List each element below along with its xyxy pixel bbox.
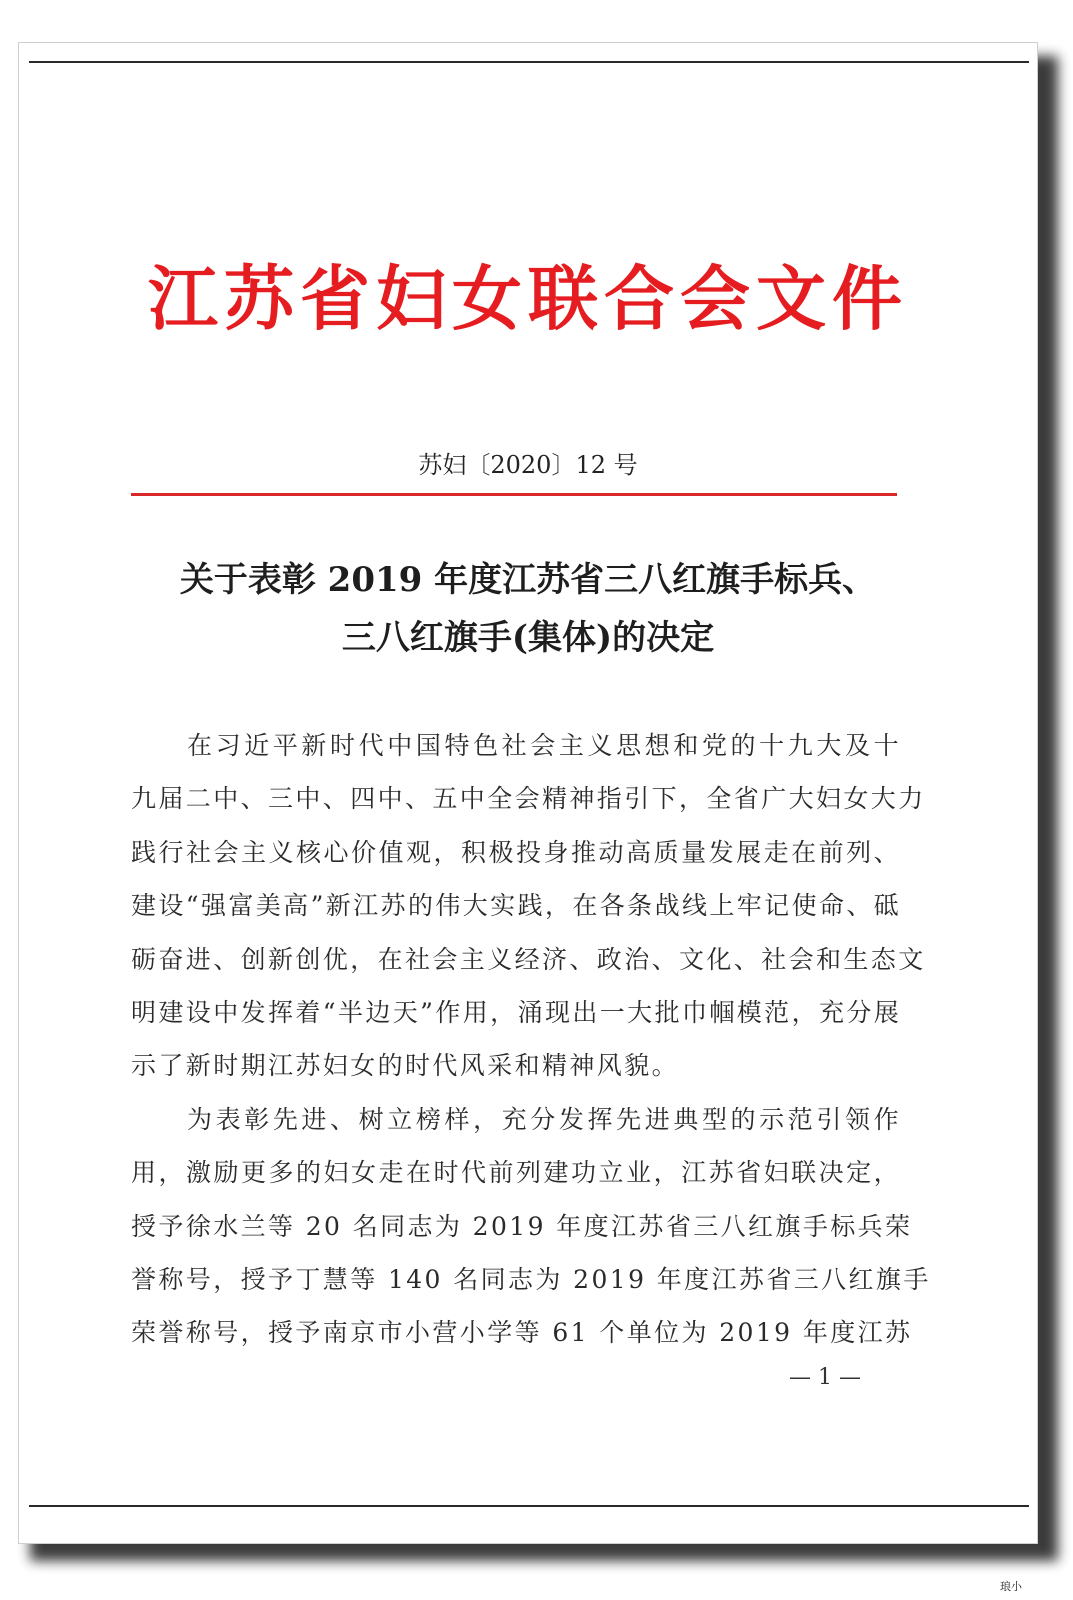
watermark-text: 琅小 <box>1000 1580 1022 1593</box>
body-line: 荣誉称号，授予南京市小营小学等 61 个单位为 2019 年度江苏 <box>131 1318 913 1348</box>
title-line-2: 三八红旗手(集体)的决定 <box>341 618 715 658</box>
body-line: 示了新时期江苏妇女的时代风采和精神风貌。 <box>131 1051 680 1081</box>
document-masthead: 江苏省妇女联合会文件 <box>148 257 908 340</box>
top-border-rule <box>29 61 1029 63</box>
paragraph-1 <box>131 719 926 1093</box>
title-line-1: 关于表彰 2019 年度江苏省三八红旗手标兵、 <box>179 560 877 600</box>
body-line: 誉称号，授予丁慧等 140 名同志为 2019 年度江苏省三八红旗手 <box>131 1264 931 1294</box>
document-body <box>131 719 931 1360</box>
body-line: 建设“强富美高”新江苏的伟大实践，在各条战线上牢记使命、砥 <box>131 891 902 921</box>
body-line: 明建设中发挥着“半边天”作用，涌现出一大批巾帼模范，充分展 <box>131 997 902 1027</box>
body-line: 为表彰先进、树立榜样，充分发挥先进典型的示范引领作 <box>187 1104 901 1134</box>
body-line: 用，激励更多的妇女走在时代前列建功立业，江苏省妇联决定， <box>131 1158 901 1188</box>
page-number: — 1 — <box>789 1365 861 1390</box>
body-line: 砺奋进、创新创优，在社会主义经济、政治、文化、社会和生态文 <box>131 944 926 974</box>
bottom-border-rule <box>29 1505 1029 1507</box>
body-line: 九届二中、三中、四中、五中全会精神指引下，全省广大妇女大力 <box>131 784 926 814</box>
document-number: 苏妇〔2020〕12 号 <box>418 451 638 479</box>
red-separator-rule <box>131 493 897 496</box>
body-line: 授予徐水兰等 20 名同志为 2019 年度江苏省三八红旗手标兵荣 <box>131 1211 913 1241</box>
document-title <box>99 551 957 667</box>
document-page <box>18 42 1038 1544</box>
body-line: 践行社会主义核心价值观，积极投身推动高质量发展走在前列、 <box>131 837 901 867</box>
body-line: 在习近平新时代中国特色社会主义思想和党的十九大及十 <box>187 731 901 760</box>
paragraph-2 <box>131 1093 931 1360</box>
